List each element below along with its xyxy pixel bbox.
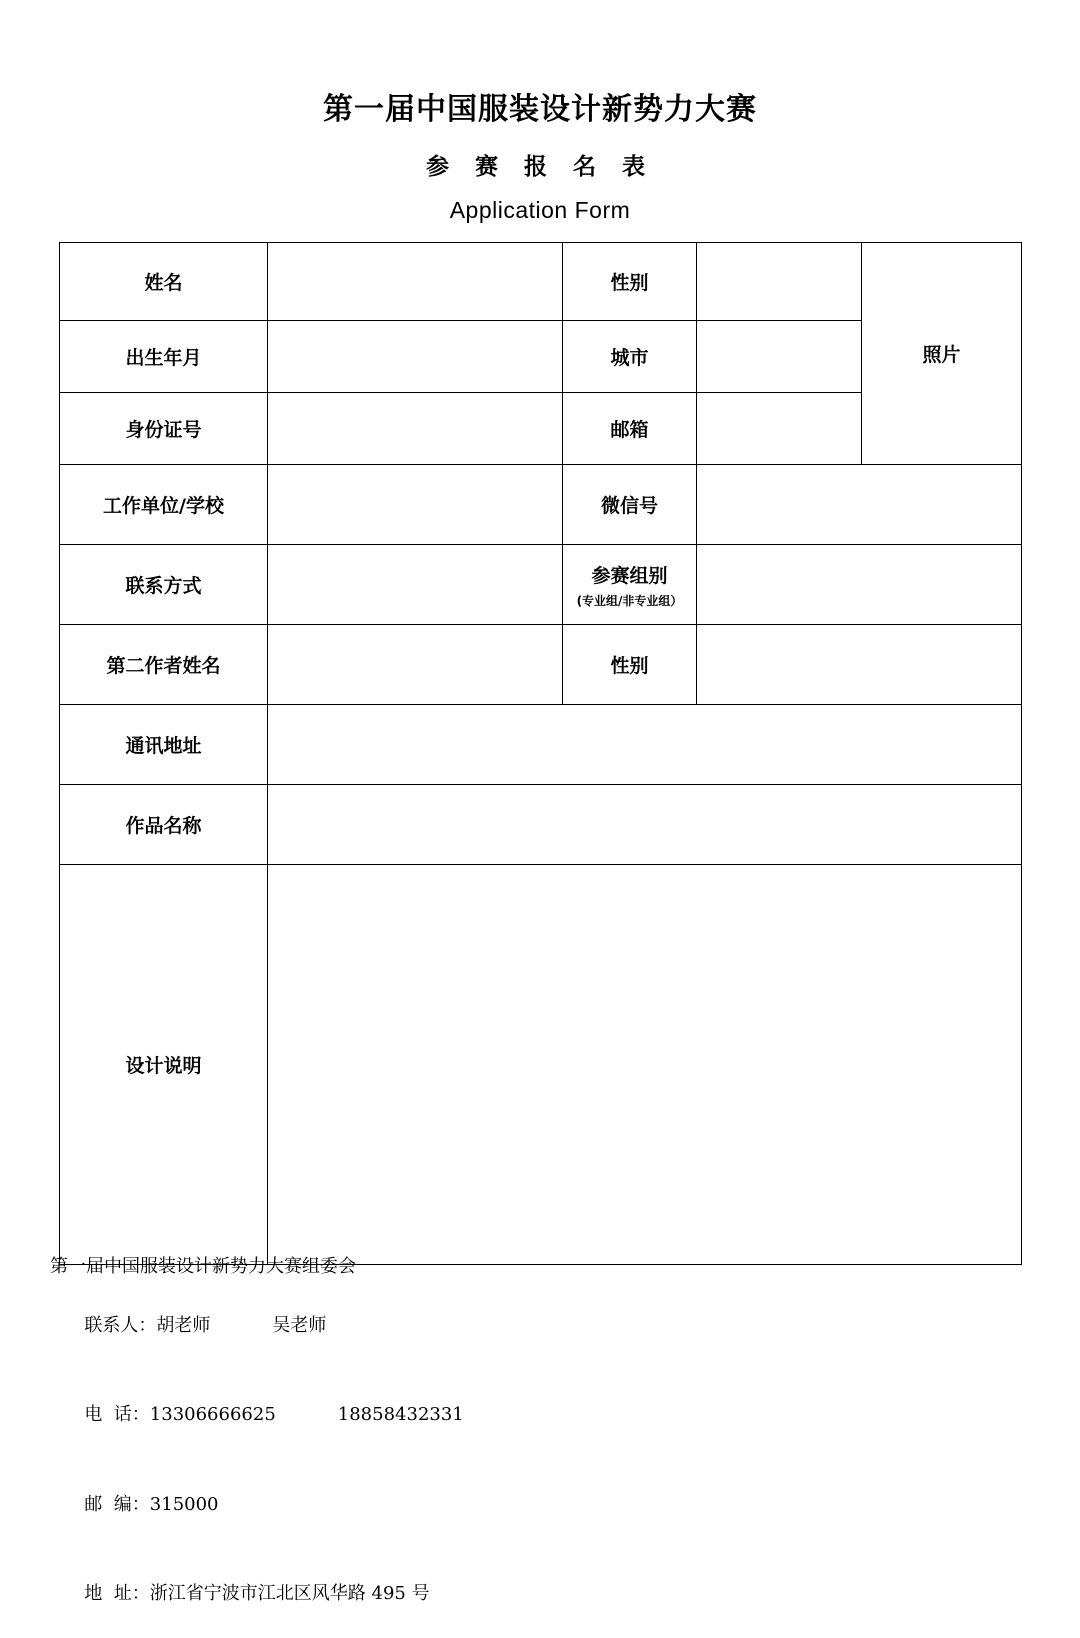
photo-cell[interactable]: 照片 (862, 243, 1022, 465)
footer-contact-name-1: 胡老师 (156, 1315, 211, 1337)
label-birth: 出生年月 (60, 321, 268, 393)
field-name[interactable] (268, 243, 563, 321)
field-work-title[interactable] (268, 785, 1022, 865)
field-contact[interactable] (268, 545, 563, 625)
label-second-author: 第二作者姓名 (60, 625, 268, 705)
footer-zip-label: 邮 编： (84, 1493, 150, 1515)
label-gender-2: 性别 (563, 625, 697, 705)
table-row (60, 625, 1022, 705)
label-group-text: 参赛组别 (591, 564, 668, 587)
label-contact: 联系方式 (60, 545, 268, 625)
table-row (60, 243, 1022, 321)
label-address: 通讯地址 (60, 705, 268, 785)
footer-organizer: 第一届中国服装设计新势力大赛组委会 (50, 1256, 356, 1277)
page-title: 第一届中国服装设计新势力大赛 (323, 92, 757, 127)
footer-phone-1: 13306666625 (149, 1404, 276, 1426)
field-work-school[interactable] (268, 465, 563, 545)
footer-zip (50, 1460, 464, 1549)
field-wechat[interactable] (697, 465, 1022, 545)
label-work-title: 作品名称 (60, 785, 268, 865)
title-block (0, 0, 1080, 224)
footer-address-value: 浙江省宁波市江北区风华路 495 号 (149, 1582, 430, 1604)
label-wechat: 微信号 (563, 465, 697, 545)
table-row (60, 465, 1022, 545)
table-row (60, 545, 1022, 625)
application-form (59, 242, 1021, 1265)
label-group (563, 545, 697, 625)
label-id-number: 身份证号 (60, 393, 268, 465)
footer-contact-name-2: 吴老师 (272, 1315, 327, 1337)
field-birth[interactable] (268, 321, 563, 393)
label-city: 城市 (563, 321, 697, 393)
field-id-number[interactable] (268, 393, 563, 465)
form-table (59, 242, 1022, 1265)
label-name: 姓名 (60, 243, 268, 321)
table-row (60, 705, 1022, 785)
footer-address (50, 1549, 464, 1638)
label-design-description: 设计说明 (60, 865, 268, 1265)
field-gender-2[interactable] (697, 625, 1022, 705)
footer-zip-value: 315000 (149, 1493, 219, 1515)
footer-phone-label: 电 话： (84, 1404, 150, 1426)
label-gender: 性别 (563, 243, 697, 321)
field-group[interactable] (697, 545, 1022, 625)
footer-phone-2: 18858432331 (337, 1404, 464, 1426)
label-work-school: 工作单位/学校 (60, 465, 268, 545)
footer-contact-label: 联系人： (84, 1315, 157, 1337)
field-city[interactable] (697, 321, 862, 393)
field-email[interactable] (697, 393, 862, 465)
page-title-english: Application Form (449, 197, 631, 223)
footer-phone (50, 1371, 464, 1460)
field-second-author[interactable] (268, 625, 563, 705)
footer-contact-block (50, 1252, 464, 1638)
label-group-note: (专业组/非专业组） (576, 593, 683, 608)
field-address[interactable] (268, 705, 1022, 785)
field-gender[interactable] (697, 243, 862, 321)
table-row (60, 785, 1022, 865)
field-design-description[interactable] (268, 865, 1022, 1265)
table-row (60, 865, 1022, 1265)
page-subtitle: 参 赛 报 名 表 (425, 154, 655, 180)
footer-contact-person (50, 1282, 464, 1371)
label-email: 邮箱 (563, 393, 697, 465)
footer-address-label: 地 址： (84, 1582, 150, 1604)
